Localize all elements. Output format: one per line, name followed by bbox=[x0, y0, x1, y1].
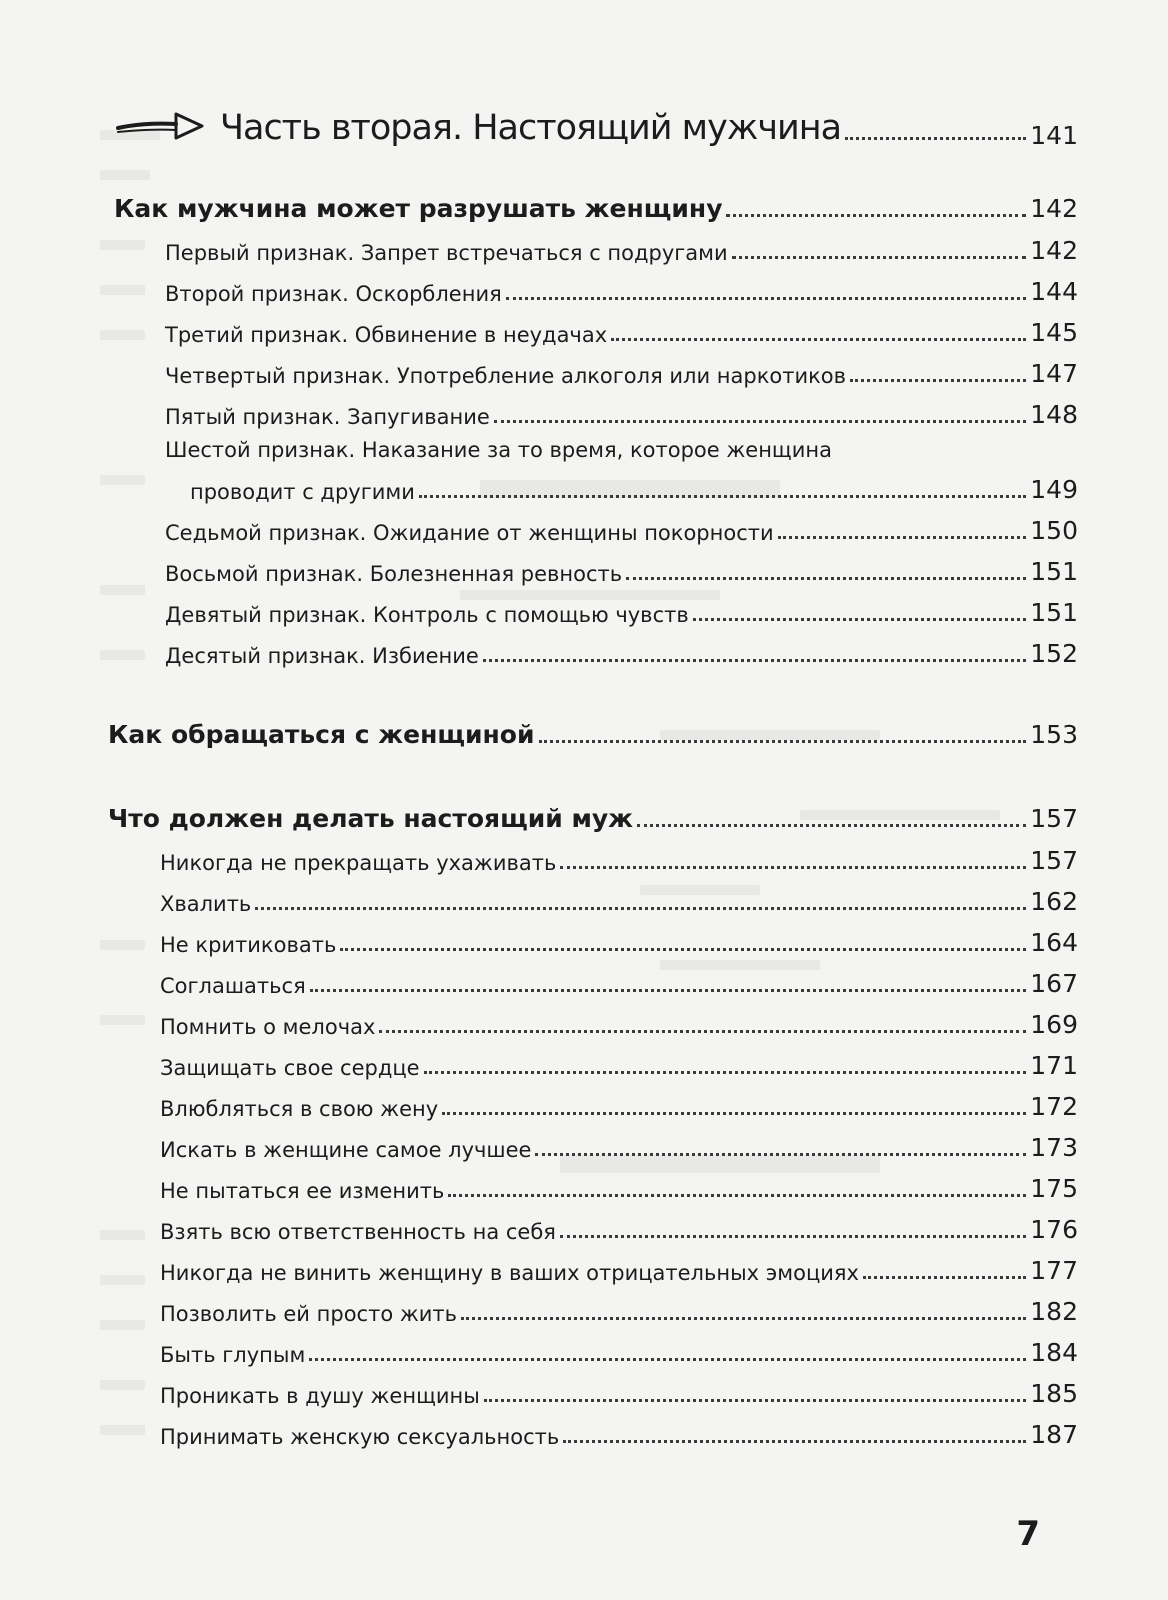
toc-item[interactable] bbox=[160, 969, 1078, 998]
item-title-line1: Шестой признак. Наказание за то время, которое женщина bbox=[165, 438, 832, 462]
toc-item[interactable] bbox=[160, 1297, 1078, 1326]
page-number: 175 bbox=[1030, 1174, 1078, 1203]
item-title: Девятый признак. Контроль с помощью чувств bbox=[165, 603, 689, 627]
toc-item[interactable] bbox=[160, 1133, 1078, 1162]
item-title: Проникать в душу женщины bbox=[160, 1384, 480, 1408]
leader-dots bbox=[863, 1276, 1026, 1279]
leader-dots bbox=[340, 948, 1026, 951]
leader-dots bbox=[637, 824, 1026, 827]
item-title: Первый признак. Запрет встречаться с подругами bbox=[165, 241, 728, 265]
item-title: Никогда не винить женщину в ваших отрицательных эмоциях bbox=[160, 1261, 859, 1285]
toc-item[interactable] bbox=[165, 516, 1078, 545]
item-title: Хвалить bbox=[160, 892, 252, 916]
toc-item[interactable] bbox=[165, 557, 1078, 586]
page-number: 184 bbox=[1030, 1338, 1078, 1367]
leader-dots bbox=[484, 1399, 1026, 1402]
page-number: 153 bbox=[1030, 720, 1078, 749]
toc-section[interactable] bbox=[108, 720, 1078, 749]
page-number: 142 bbox=[1030, 194, 1078, 223]
leader-dots bbox=[850, 379, 1026, 382]
toc-item[interactable] bbox=[165, 400, 1078, 429]
page-number: 164 bbox=[1030, 928, 1078, 957]
leader-dots bbox=[419, 495, 1026, 498]
page-number: 173 bbox=[1030, 1133, 1078, 1162]
page-number: 150 bbox=[1030, 516, 1078, 545]
section-title: Как обращаться с женщиной bbox=[108, 720, 535, 749]
item-title: Седьмой признак. Ожидание от женщины покорности bbox=[165, 521, 774, 545]
page-number: 187 bbox=[1030, 1420, 1078, 1449]
item-title: Искать в женщине самое лучшее bbox=[160, 1138, 532, 1162]
leader-dots bbox=[560, 1235, 1026, 1238]
toc-item[interactable] bbox=[160, 1379, 1078, 1408]
toc-item[interactable] bbox=[160, 1256, 1078, 1285]
leader-dots bbox=[845, 137, 1026, 140]
item-title: Соглашаться bbox=[160, 974, 306, 998]
toc-item[interactable] bbox=[165, 236, 1078, 265]
leader-dots bbox=[563, 1440, 1026, 1443]
page-number: 169 bbox=[1030, 1010, 1078, 1039]
arrow-icon bbox=[116, 106, 208, 142]
leader-dots bbox=[693, 618, 1027, 621]
item-title: Третий признак. Обвинение в неудачах bbox=[165, 323, 608, 347]
item-title: Взять всю ответственность на себя bbox=[160, 1220, 556, 1244]
leader-dots bbox=[778, 536, 1027, 539]
part-page-number: 141 bbox=[1030, 121, 1078, 150]
item-title: Пятый признак. Запугивание bbox=[165, 405, 490, 429]
item-title: проводит с другими bbox=[190, 480, 415, 504]
page-number: 162 bbox=[1030, 887, 1078, 916]
toc-section[interactable] bbox=[114, 194, 1078, 223]
part-title: Часть вторая. Настоящий мужчина bbox=[220, 108, 842, 148]
item-title: Помнить о мелочах bbox=[160, 1015, 376, 1039]
item-title: Не критиковать bbox=[160, 933, 337, 957]
leader-dots bbox=[424, 1071, 1027, 1074]
page-number: 167 bbox=[1030, 969, 1078, 998]
page-number: 144 bbox=[1030, 277, 1078, 306]
toc-item[interactable] bbox=[165, 639, 1078, 668]
leader-dots bbox=[448, 1194, 1026, 1197]
page-number: 182 bbox=[1030, 1297, 1078, 1326]
leader-dots bbox=[506, 297, 1027, 300]
toc-page bbox=[108, 70, 1078, 1570]
leader-dots bbox=[539, 740, 1027, 743]
toc-item[interactable] bbox=[160, 1215, 1078, 1244]
toc-item[interactable] bbox=[160, 846, 1078, 875]
leader-dots bbox=[310, 989, 1027, 992]
toc-item[interactable] bbox=[160, 1338, 1078, 1367]
section-title: Как мужчина может разрушать женщину bbox=[114, 194, 723, 223]
item-title: Никогда не прекращать ухаживать bbox=[160, 851, 557, 875]
part-heading bbox=[116, 82, 1078, 152]
page-number: 151 bbox=[1030, 557, 1078, 586]
page-number: 149 bbox=[1030, 475, 1078, 504]
toc-item[interactable] bbox=[160, 1051, 1078, 1080]
page-number: 157 bbox=[1030, 846, 1078, 875]
page-number: 145 bbox=[1030, 318, 1078, 347]
leader-dots bbox=[442, 1112, 1026, 1115]
page-number: 176 bbox=[1030, 1215, 1078, 1244]
toc-item[interactable] bbox=[165, 277, 1078, 306]
page-number: 152 bbox=[1030, 639, 1078, 668]
page-number: 142 bbox=[1030, 236, 1078, 265]
leader-dots bbox=[255, 907, 1026, 910]
item-title: Не пытаться ее изменить bbox=[160, 1179, 445, 1203]
item-title: Защищать свое сердце bbox=[160, 1056, 420, 1080]
item-title: Четвертый признак. Употребление алкоголя или наркотиков bbox=[165, 364, 847, 388]
leader-dots bbox=[626, 577, 1026, 580]
toc-section[interactable] bbox=[108, 804, 1078, 833]
toc-item[interactable] bbox=[160, 1092, 1078, 1121]
item-title: Второй признак. Оскорбления bbox=[165, 282, 502, 306]
toc-item[interactable] bbox=[160, 1174, 1078, 1203]
leader-dots bbox=[611, 338, 1026, 341]
page-number: 177 bbox=[1030, 1256, 1078, 1285]
item-title: Быть глупым bbox=[160, 1343, 306, 1367]
page-number: 148 bbox=[1030, 400, 1078, 429]
toc-item[interactable] bbox=[165, 359, 1078, 388]
page-folio: 7 bbox=[1016, 1514, 1040, 1554]
leader-dots bbox=[461, 1317, 1026, 1320]
page-number: 171 bbox=[1030, 1051, 1078, 1080]
leader-dots bbox=[379, 1030, 1026, 1033]
leader-dots bbox=[483, 659, 1026, 662]
leader-dots bbox=[309, 1358, 1026, 1361]
item-title: Восьмой признак. Болезненная ревность bbox=[165, 562, 623, 586]
page-number: 157 bbox=[1030, 804, 1078, 833]
page-number: 172 bbox=[1030, 1092, 1078, 1121]
toc-item[interactable] bbox=[160, 1010, 1078, 1039]
page-number: 151 bbox=[1030, 598, 1078, 627]
item-title: Принимать женскую сексуальность bbox=[160, 1425, 560, 1449]
toc-item[interactable] bbox=[160, 1420, 1078, 1449]
item-title: Десятый признак. Избиение bbox=[165, 644, 479, 668]
page-number: 185 bbox=[1030, 1379, 1078, 1408]
toc-item[interactable] bbox=[160, 887, 1078, 916]
toc-item[interactable] bbox=[165, 598, 1078, 627]
leader-dots bbox=[494, 420, 1026, 423]
leader-dots bbox=[535, 1153, 1026, 1156]
leader-dots bbox=[732, 256, 1027, 259]
item-title: Влюбляться в свою жену bbox=[160, 1097, 439, 1121]
toc-item[interactable] bbox=[160, 928, 1078, 957]
page-number: 147 bbox=[1030, 359, 1078, 388]
leader-dots bbox=[726, 214, 1026, 217]
toc-item-continuation bbox=[190, 475, 1078, 504]
leader-dots bbox=[560, 866, 1026, 869]
section-title: Что должен делать настоящий муж bbox=[108, 804, 634, 833]
toc-item[interactable] bbox=[165, 318, 1078, 347]
item-title: Позволить ей просто жить bbox=[160, 1302, 458, 1326]
